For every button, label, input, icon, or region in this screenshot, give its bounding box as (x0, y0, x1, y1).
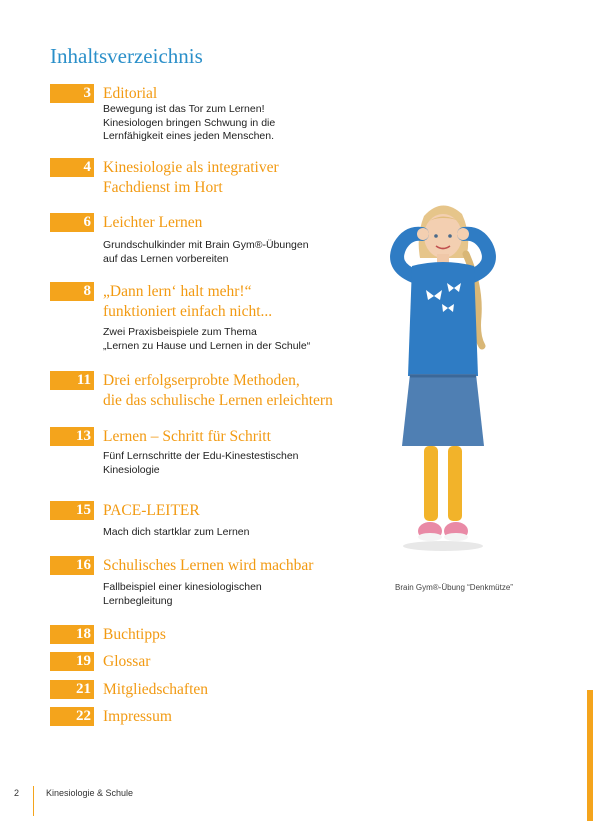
toc-entry[interactable] (50, 427, 380, 477)
toc-title[interactable]: Buchtipps (103, 626, 166, 643)
toc-entry[interactable] (50, 680, 380, 700)
page-number-badge: 16 (50, 556, 94, 575)
page-number-badge: 3 (50, 84, 94, 103)
toc-title[interactable]: Schulisches Lernen wird machbar (103, 557, 314, 574)
photo-caption: Brain Gym®-Übung “Denkmütze” (395, 583, 513, 592)
toc-entry[interactable] (50, 652, 380, 672)
toc-entry[interactable] (50, 707, 380, 727)
toc-title[interactable]: PACE-LEITER (103, 502, 200, 519)
page-number-badge: 21 (50, 680, 94, 699)
toc-entry[interactable] (50, 501, 380, 540)
toc-title[interactable]: Kinesiologie als integrativer Fachdienst im Hort (103, 159, 279, 196)
page-footer (0, 786, 300, 802)
toc-description: Fünf Lernschritte der Edu-Kinestestischen Kinesiologie (103, 450, 299, 476)
toc-title[interactable]: „Dann lern‘ halt mehr!“ funktioniert einfach nicht... (103, 283, 273, 320)
page-number-badge: 4 (50, 158, 94, 177)
toc-description: Fallbeispiel einer kinesiologischen Lernbegleitung (103, 581, 262, 607)
toc-entry[interactable] (50, 625, 380, 645)
page-number-badge: 18 (50, 625, 94, 644)
toc-title[interactable]: Lernen – Schritt für Schritt (103, 428, 271, 445)
girl-photo (362, 196, 522, 566)
footer-divider (33, 786, 34, 816)
toc-entry[interactable] (50, 84, 380, 144)
toc-title[interactable]: Leichter Lernen (103, 214, 203, 231)
toc-title[interactable]: Mitgliedschaften (103, 681, 209, 698)
footer-publication-title: Kinesiologie & Schule (46, 788, 134, 798)
toc-entry[interactable] (50, 282, 380, 353)
toc-title[interactable]: Impressum (103, 708, 172, 725)
page-number-badge: 19 (50, 652, 94, 671)
toc-description: Mach dich startklar zum Lernen (103, 526, 250, 538)
toc-entry[interactable] (50, 213, 380, 266)
page-edge-bar (587, 690, 593, 821)
page-number-badge: 8 (50, 282, 94, 301)
toc-description: Grundschulkinder mit Brain Gym®-Übungen auf das Lernen vorbereiten (103, 239, 309, 265)
page-number-badge: 13 (50, 427, 94, 446)
toc-entry[interactable] (50, 371, 380, 411)
toc-title[interactable]: Glossar (103, 653, 151, 670)
toc-title[interactable]: Drei erfolgserprobte Methoden, die das schulische Lernen erleichtern (103, 372, 333, 409)
page-number-badge: 22 (50, 707, 94, 726)
footer-page-number: 2 (14, 788, 20, 798)
toc-description: Bewegung ist das Tor zum Lernen! Kinesiologen bringen Schwung in die Lernfähigkeit eines jeden Menschen. (103, 103, 276, 142)
toc-description: Zwei Praxisbeispiele zum Thema „Lernen zu Hause und Lernen in der Schule“ (103, 326, 311, 352)
toc-entry[interactable] (50, 556, 380, 608)
toc-entry[interactable] (50, 158, 380, 198)
toc-title[interactable]: Editorial (103, 85, 158, 102)
page-number-badge: 15 (50, 501, 94, 520)
page-number-badge: 11 (50, 371, 94, 390)
page-title: Inhaltsverzeichnis (50, 44, 203, 68)
page-number-badge: 6 (50, 213, 94, 232)
